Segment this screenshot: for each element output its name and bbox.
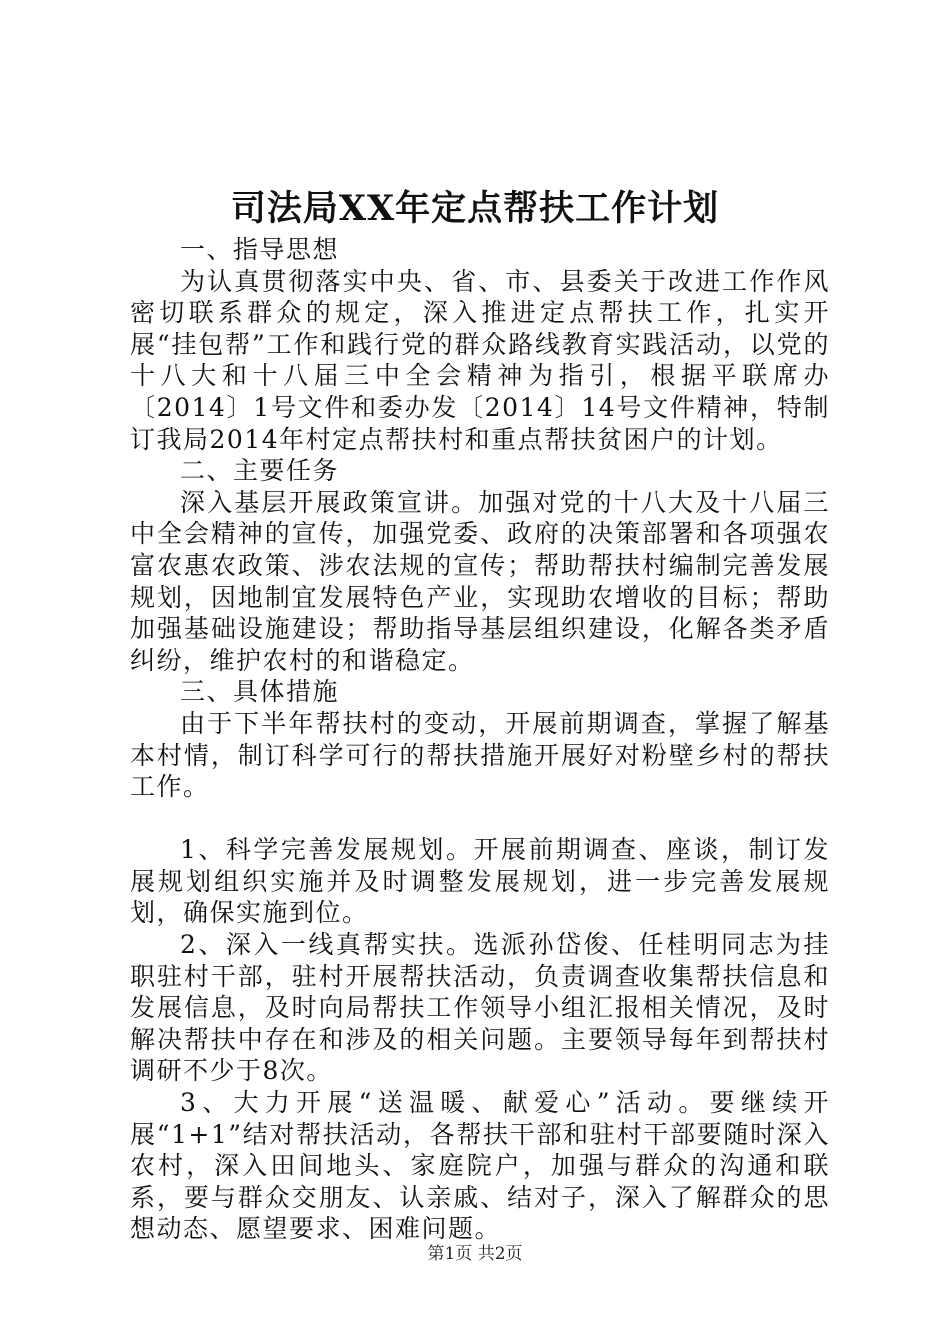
paragraph-guiding-ideology: 为认真贯彻落实中央、省、市、县委关于改进工作作风密切联系群众的规定，深入推进定点帮扶工作，扎实开展“挂包帮”工作和践行党的群众路线教育实践活动，以党的十八大和十八届三中全会精神为指引，根据平联席办〔2014〕1号文件和委办发〔2014〕14号文件精神，特制订我局2014年村定点帮扶村和重点帮扶贫困户的计划。 — [130, 266, 830, 454]
page-footer: 第1页 共2页 — [427, 1244, 523, 1264]
section-heading-main-tasks: 二、主要任务 — [180, 456, 340, 486]
section-heading-guiding-ideology: 一、指导思想 — [180, 235, 340, 264]
paragraph-measure-2: 2、深入一线真帮实扶。选派孙岱俊、任桂明同志为挂职驻村干部，驻村开展帮扶活动，负责调查收集帮扶信息和发展信息，及时向局帮扶工作领导小组汇报相关情况，及时解决帮扶中存在和涉及的相关问题。主要领导每年到帮扶村调研不少于8次。 — [130, 930, 830, 1086]
document-body — [130, 234, 830, 1245]
paragraph-main-tasks: 深入基层开展政策宣讲。加强对党的十八大及十八届三中全会精神的宣传，加强党委、政府的决策部署和各项强农富农惠农政策、涉农法规的宣传；帮助帮扶村编制完善发展规划，因地制宜发展特色产业，实现助农增收的目标；帮助加强基础设施建设；帮助指导基层组织建设，化解各类矛盾纠纷，维护农村的和谐稳定。 — [130, 487, 830, 675]
paragraph-measure-1: 1、科学完善发展规划。开展前期调查、座谈，制订发展规划组织实施并及时调整发展规划，进一步完善发展规划，确保实施到位。 — [130, 835, 830, 928]
paragraph-measure-3: 3、大力开展“送温暖、献爱心”活动。要继续开展“1+1”结对帮扶活动，各帮扶干部和驻村干部要随时深入农村，深入田间地头、家庭院户，加强与群众的沟通和联系，要与群众交朋友、认亲戚、结对子，深入了解群众的思想动态、愿望要求、困难问题。 — [130, 1088, 830, 1244]
page-title: 司法局XX年定点帮扶工作计划 — [230, 188, 720, 229]
paragraph-measures-intro: 由于下半年帮扶村的变动，开展前期调查，掌握了解基本村情，制订科学可行的帮扶措施开展好对粉壁乡村的帮扶工作。 — [130, 708, 830, 802]
section-heading-measures: 三、具体措施 — [180, 677, 340, 707]
